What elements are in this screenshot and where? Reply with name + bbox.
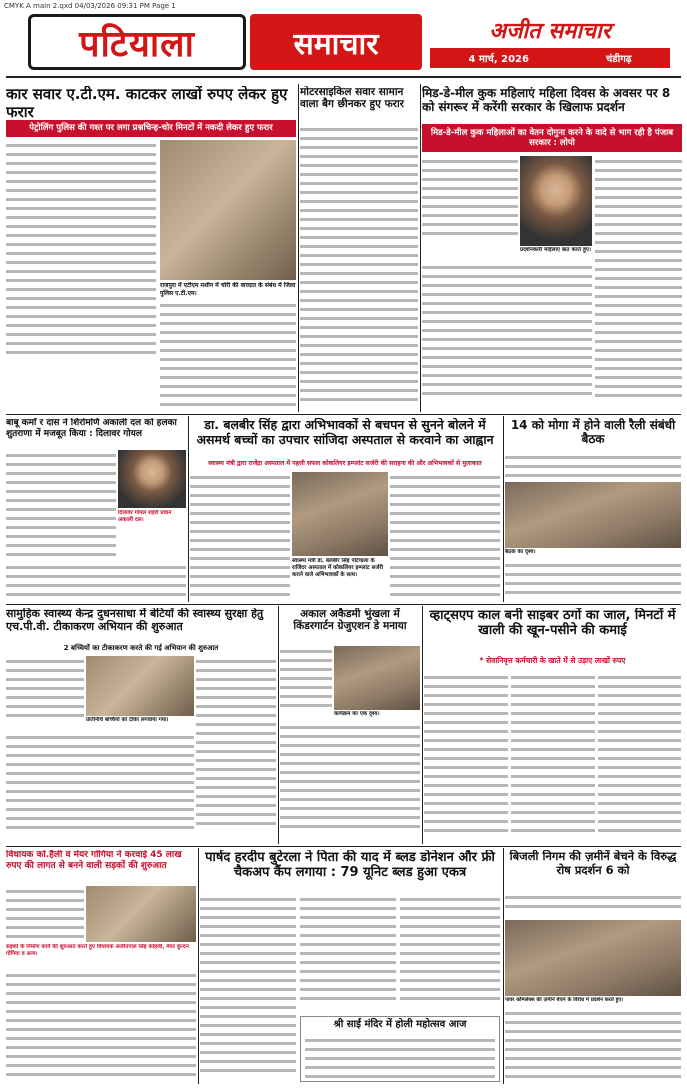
file-info-bar: CMYK A main 2.qxd 04/03/2026 09:31 PM Page 1 (4, 2, 176, 10)
body-hpv-col1-top (6, 656, 84, 726)
body-academy-bottom (280, 722, 420, 842)
masthead-paper-box (430, 14, 670, 70)
body-moga-bottom (505, 560, 681, 602)
masthead-date: 4 मार्च, 2026 (468, 54, 529, 65)
box-sai-mandir-body (305, 1037, 495, 1081)
masthead-city-box (28, 14, 246, 70)
caption-babu: दिलावर गोयल शहरी प्रधान अकाली दल। (118, 510, 186, 540)
body-whatsapp-col1 (424, 672, 508, 842)
body-blood-col1 (200, 894, 296, 1082)
body-whatsapp-col2 (511, 672, 595, 842)
caption-mla: सड़कों के निर्माण कार्य की शुरुआत करते हुए विधायक अजीतपाल सिंह कोहली, मेयर कुन्दन गोगिया व अन्य। (6, 944, 196, 968)
masthead-section: समाचार (293, 26, 379, 62)
masthead-city: पटियाला (79, 23, 195, 65)
caption-akal-academy: कार्यक्रम का एक दृश्य। (334, 711, 420, 721)
subhead-car-atm: पेट्रोलिंग पुलिस की गश्त पर लगा प्रश्नचिन्ह-चोर मिनटों में नकदी लेकर हुए फरार (6, 120, 296, 137)
column-separator (422, 606, 423, 844)
caption-car-atm: राजपुरा में एटीएम मशीन में चोरी की वारदात के संबंध में जिला पुलिस ए.टी.एम। (160, 282, 296, 297)
headline-dr-balbir: डा. बलबीर सिंह द्वारा अभिभावकों से बचपन से सुनने बोलने में असमर्थ बच्चों का उपचार सांजिदा अस्पताल से करवाने का आह्वान (196, 418, 494, 447)
masthead-section-box (250, 14, 422, 70)
body-car-atm-col1 (6, 140, 156, 410)
photo-hpv-vaccination (86, 656, 194, 716)
headline-blood-donation: पार्षद हरदीप बुटेरला ने पिता की याद में ब्लड डोनेशन और फ्री चैकअप कैंप लगाया : 79 यूनिट ब्लड हुआ एकत्र (205, 850, 495, 881)
row-divider-2 (6, 604, 681, 605)
column-separator (278, 606, 279, 844)
caption-moga: बैठक का दृश्य। (505, 549, 681, 559)
row-divider-1 (6, 414, 681, 415)
body-moga-top (505, 452, 681, 480)
column-separator (503, 416, 504, 602)
headline-babu: बाबू कर्मों र दास ने शिरोमणि अकाली दल को हलका शुतराणा में मजबूत किया : दिलावर गोयल (6, 418, 177, 439)
photo-electricity-protest (505, 920, 681, 996)
column-separator (298, 84, 299, 412)
headline-whatsapp-fraud: व्हाट्सएप काल बनी साइबर ठगों का जाल, मिनटों में खाली की खून-पसीने की कमाई (429, 608, 676, 639)
body-academy-col1-top (280, 646, 332, 716)
photo-dr-balbir-parents (292, 472, 388, 556)
headline-hpv: सामुहिक स्वास्थ्य केन्द्र दुधनसाधा में बेटियों की स्वास्थ्य सुरक्षा हेतु एच.पी.वी. टीकाकरण अभियान की शुरुआत (6, 608, 264, 633)
column-separator (188, 416, 189, 602)
body-dr-balbir-col3 (390, 472, 500, 602)
column-separator (198, 848, 199, 1084)
body-midday-col1-top (422, 156, 518, 246)
subhead-hpv: 2 बच्चियों का टीकाकरण करते की गई अभियान की शुरुआत (63, 644, 219, 652)
body-midday-col1-bottom (422, 262, 592, 410)
photo-akal-academy (334, 646, 420, 710)
headline-akal-academy: अकाल अकैडमी भुंखला में किंडरगार्टन ग्रेजुएशन डे मनाया (293, 608, 407, 633)
body-whatsapp-col3 (598, 672, 681, 842)
photo-atm-machine (160, 140, 296, 280)
column-separator (503, 848, 504, 1084)
headline-mla-roads: विधायक को.हैली व मेयर गोगिया ने करवाई 45 लाख रुपए की लागत से बनने वाली सड़कों की शुरुआत (6, 850, 182, 871)
body-midday-col3 (595, 156, 682, 410)
subhead-midday-meal: मिड-डे-मील कुक महिलाओं का वेतन दोगुना करने के वादे से भाग रही है पंजाब सरकार : लोपो (422, 124, 682, 152)
body-dr-balbir-col1 (190, 472, 290, 602)
headline-midday-meal: मिड-डे-मील कुक महिलाएं महिला दिवस के अवसर पर 8 को संगरूर में करेंगी सरकार के खिलाफ प्रदर्शन (422, 86, 671, 115)
photo-dilawar-goyal (118, 450, 186, 508)
body-hpv-col3 (196, 656, 276, 842)
subhead-whatsapp-fraud: * सेवानिवृत्त कर्मचारी के खाते में से उड़ाए लाखों रुपए (479, 656, 626, 665)
headline-moga-rally: 14 को मोगा में होने वाली रैली संबंधी बैठक (510, 418, 676, 447)
headline-motorcycle: मोटरसाइकिल सवार सामान वाला बैग छीनकर हुए फरार (300, 86, 404, 111)
row-divider-3 (6, 846, 681, 847)
headline-electricity-protest: बिजली निगम की ज़मीनें बेचने के विरुद्ध रोष प्रदर्शन 6 को (509, 850, 677, 877)
column-separator (420, 84, 421, 412)
caption-midday: प्रदर्शनकारी महिलाएं बात करते हुए। (520, 247, 592, 261)
body-electricity-bottom (505, 1008, 681, 1082)
masthead-place: चंडीगढ़ (605, 54, 632, 65)
body-motorcycle (300, 124, 418, 410)
headline-car-atm: कार सवार ए.टी.एम. काटकर लाखों रुपए लेकर हुए फरार (6, 86, 288, 120)
body-blood-col2 (300, 894, 396, 1014)
body-babu-top (6, 450, 116, 560)
masthead-rule (6, 76, 681, 78)
body-babu-bottom (6, 562, 186, 602)
body-blood-col3 (400, 894, 500, 1014)
body-mla-bottom (6, 970, 196, 1082)
subhead-dr-balbir: स्वास्थ्य मंत्री द्वारा राजेंद्रा अस्पताल में पहली सफल कोकलियर इम्प्लांट सर्जरी की सराहना की और अभिभावकों से मुलाकात (208, 460, 482, 467)
body-electricity-top (505, 892, 681, 918)
body-hpv-bottom (6, 732, 194, 842)
photo-midday-protester (520, 156, 592, 246)
caption-hpv: प्रतिनिधि बच्चियों को टीका लगवाया गया। (86, 717, 194, 731)
box-sai-mandir (300, 1016, 500, 1082)
caption-dr-balbir: स्वास्थ्य मंत्री डा. बलबीर सिंह पटियाला के राजिंदर अस्पताल में कोकलियर इम्प्लांट सर्जरी कराने वाले अभिभावकों के साथ। (292, 558, 388, 592)
photo-moga-meeting (505, 482, 681, 548)
photo-mla-road-inauguration (86, 886, 196, 942)
caption-electricity: पावर कॉम्प्लेक्स की ज़मीनें बेचने के विरोध में प्रदर्शन करते हुए। (505, 997, 681, 1007)
masthead-paper-name: अजीत समाचार (489, 19, 611, 44)
body-car-atm-col2 (160, 300, 296, 410)
box-sai-mandir-title: श्री साईं मंदिर में होली महोत्सव आज (333, 1019, 467, 1030)
